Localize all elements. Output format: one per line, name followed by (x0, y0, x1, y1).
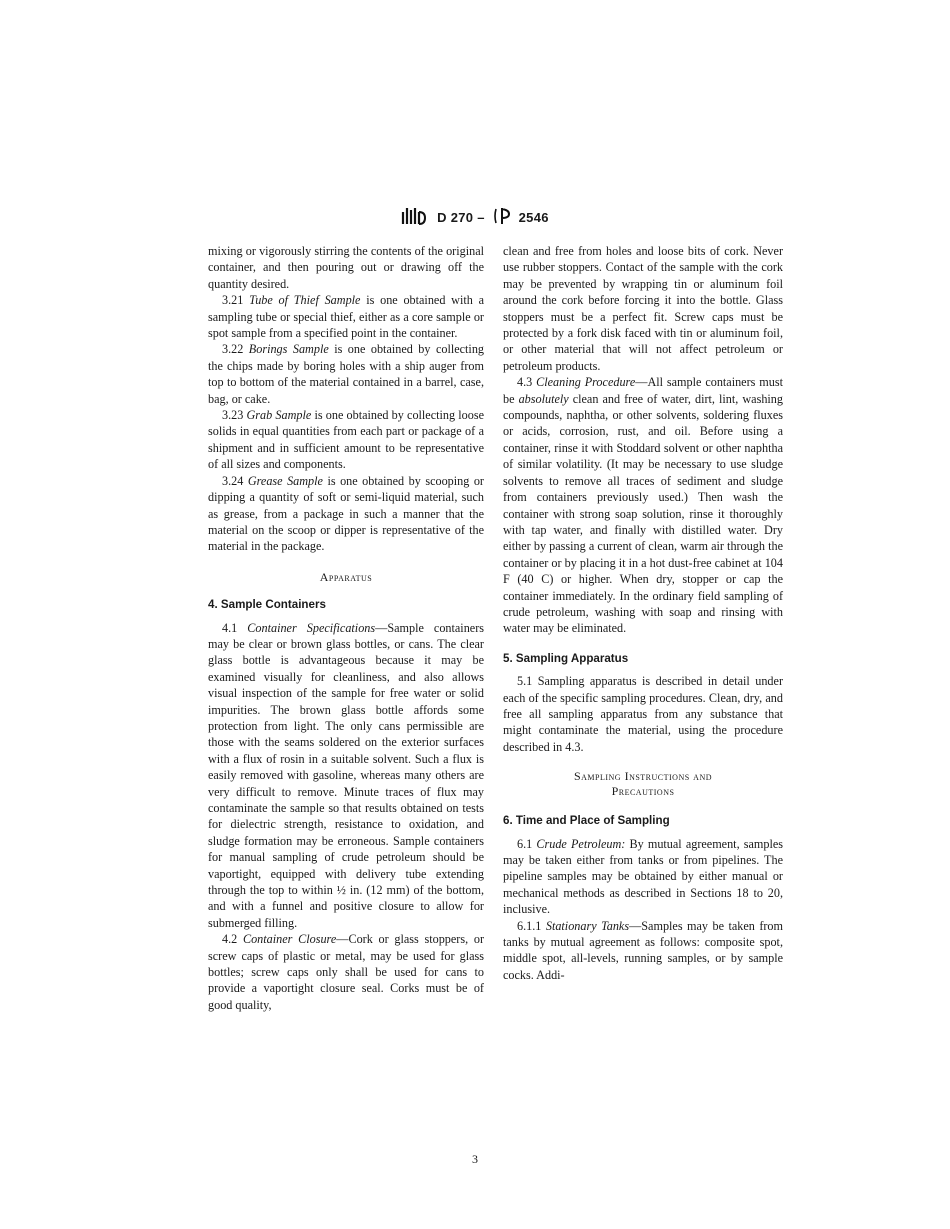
heading-sample-containers: 4. Sample Containers (208, 598, 326, 612)
term: Tube of Thief Sample (249, 293, 361, 308)
ip-number: 2546 (518, 210, 549, 225)
heading-time-and-place: 6. Time and Place of Sampling (503, 814, 670, 828)
term: Borings Sample (248, 342, 329, 357)
section-heading-apparatus: Apparatus (319, 569, 373, 584)
astm-logo-icon (401, 206, 427, 229)
paragraph-6-1-1: 6.1.1 Stationary Tanks—Samples may be taken from tanks by mutual agreement as follows: composite spot, middle spot, all-levels, running samples, or by sample cocks. Addi- (503, 918, 784, 982)
page-header (0, 206, 950, 229)
heading-sampling-apparatus: 5. Sampling Apparatus (503, 651, 629, 665)
right-column (503, 243, 783, 983)
paragraph-3-22: 3.22 Borings Sample is one obtained by collecting the chips made by boring holes with a ship auger from top to bottom of the material contained in a barrel, case, bag, or cake. (208, 342, 485, 406)
designation: D 270 (437, 210, 474, 225)
ip-logo-icon (493, 206, 511, 229)
term: Stationary Tanks (545, 918, 630, 933)
term: Container Specifications (247, 620, 376, 635)
paragraph-3-23: 3.23 Grab Sample is one obtained by collecting loose solids in equal quantities from each part or package of a shipment and in sufficient amount to be representative of all sizes and components. (208, 408, 484, 472)
paragraph: clean and free from holes and loose bits of cork. Never use rubber stoppers. Contact of the sample with the cork may be prevented by wrapping tin or aluminum foil around the cork before forcing it into the bottle. Glass stoppers must be a perfect fit. Screw caps must be protected by a fork disk faced with tin or aluminum foil, or other material that will not affect petroleum or petroleum products. (503, 244, 783, 373)
term: Crude Petroleum: (536, 836, 626, 851)
paragraph-4-1: 4.1 Container Specifications—Sample containers may be clear or brown glass bottles, or cans. The clear glass bottle is advantageous because it may be examined visually for cleanliness, and also allows visual inspection of the sample for free water or solid impurities. The brown glass bottle affords some protection from light. The only cans permissible are those with the seams soldered on the exterior surfaces with a flux of rosin in a suitable solvent. Such a flux is easily removed with gasoline, whereas many others are very difficult to remove. Minute traces of flux may contaminate the sample so that results obtained on tests for dielectric strength, resistance to oxidation, and sludge formation may be erroneous. Sample containers for manual sampling of crude petroleum should be vaportight, equipped with delivery tube extending through the top to within ½ in. (12 mm) of the bottom, and with a funnel and positive closure to allow for submerged filling. (208, 620, 484, 930)
term: Grease Sample (247, 473, 323, 488)
left-column (208, 243, 484, 1013)
paragraph-3-21: 3.21 Tube of Thief Sample is one obtained with a sampling tube or special thief, either as a core sample or spot sample from a specified point in the container. (208, 293, 484, 341)
paragraph-3-24: 3.24 Grease Sample is one obtained by scooping or dipping a quantity of soft or semi-liquid material, such as grease, from a package in such a manner that the material on the scoop or dipper is representative of the material in the package. (208, 473, 484, 554)
paragraph: mixing or vigorously stirring the contents of the original container, and then pouring out or drawing off the quantity desired. (208, 244, 484, 291)
paragraph-5-1: 5.1 Sampling apparatus is described in detail under each of the specific sampling procedures. Clean, dry, and free all sampling apparatus from any substance that might contaminate the material, using the procedure described in 4.3. (503, 674, 783, 754)
section-heading-sampling-instructions: Sampling Instructions and Precautions (573, 769, 713, 799)
term: Cleaning Procedure (536, 375, 636, 390)
header-separator: – (477, 210, 485, 225)
paragraph-6-1: 6.1 Crude Petroleum: By mutual agreement, samples may be taken either from tanks or from pipelines. The pipeline samples may be obtained by either manual or mechanical methods as described in Sections 18 to 20, inclusive. (503, 836, 784, 917)
term: Container Closure (242, 932, 337, 947)
paragraph-4-3: 4.3 Cleaning Procedure—All sample containers must be absolutely clean and free of water, dirt, lint, washing compounds, naphtha, or other solvents, soldering fluxes or acids, corrosion, rust, and oil. Before using a container, rinse it with Stoddard solvent or other naphtha of similar volatility. (It may be necessary to use sludge solvents to remove all traces of sediment and sludge from containers previously used.) Then wash the container with strong soap solution, rinse it thoroughly with tap water, and finally with distilled water. Dry either by passing a current of clean, warm air through the container or by placing it in a hot dust-free cabinet at 104 F (40 C) or higher. When dry, stopper or cap the container immediately. In the ordinary field sampling of crude petroleum, washing with soap and rinsing with water may be eliminated. (503, 375, 783, 636)
emphasis: absolutely (518, 391, 569, 406)
paragraph-4-2: 4.2 Container Closure—Cork or glass stoppers, or screw caps of plastic or metal, may be used for glass bottles; screw caps only shall be used for cans to provide a vaportight closure seal. Corks must be of good quality, (208, 932, 485, 1012)
page-number: 3 (472, 1152, 478, 1166)
term: Grab Sample (246, 408, 312, 423)
